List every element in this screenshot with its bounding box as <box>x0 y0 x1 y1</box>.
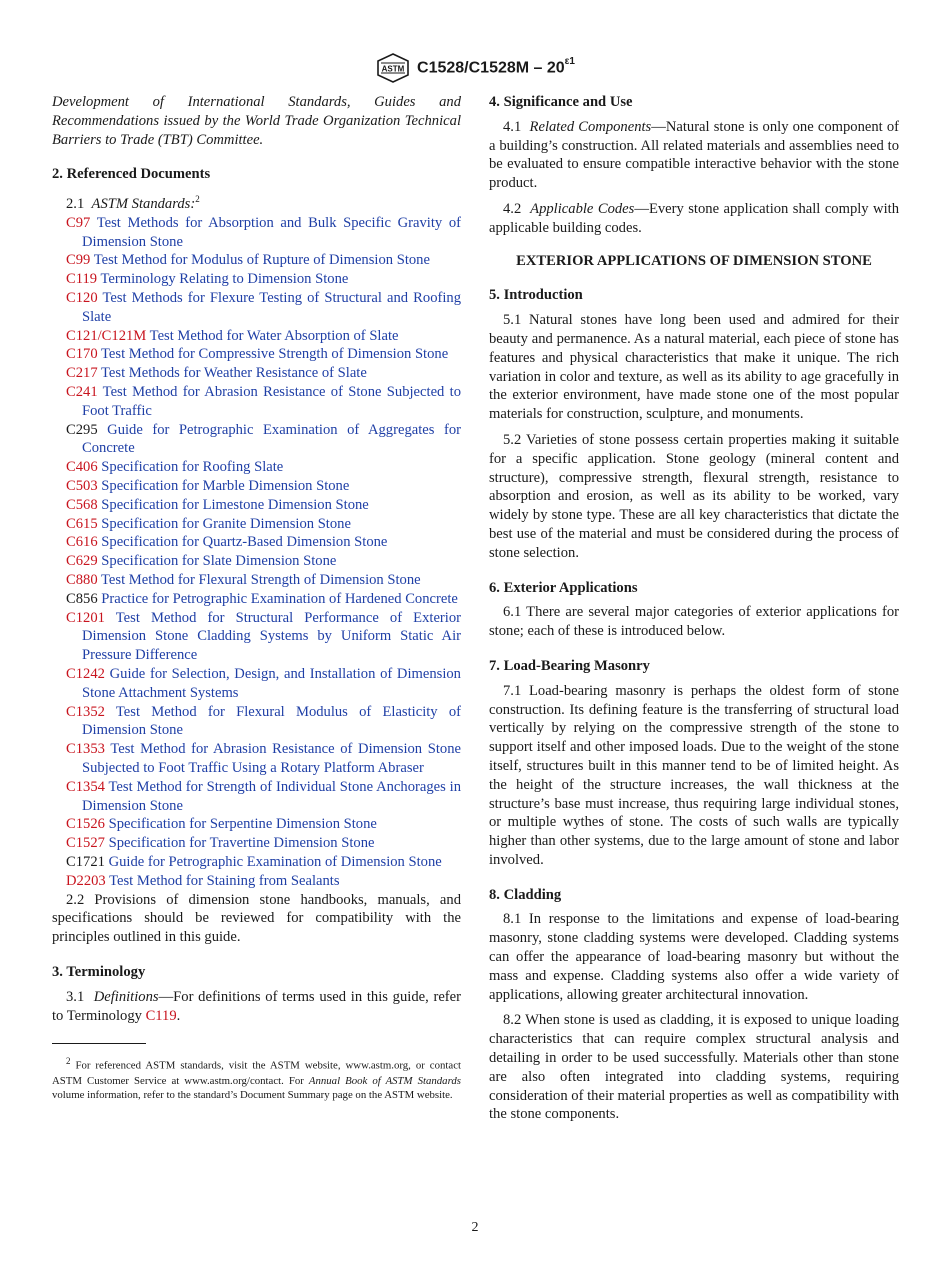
reference-item[interactable] <box>52 289 461 327</box>
reference-title[interactable]: Test Method for Flexural Strength of Dimension Stone <box>101 571 421 588</box>
page-number: 2 <box>471 1220 479 1235</box>
reference-title[interactable]: Specification for Quartz-Based Dimension Stone <box>101 534 388 551</box>
reference-title[interactable]: Terminology Relating to Dimension Stone <box>100 271 349 288</box>
reference-item[interactable] <box>52 270 461 289</box>
reference-title[interactable]: Specification for Granite Dimension Stone <box>101 515 351 532</box>
reference-item[interactable] <box>52 703 461 741</box>
paragraph-2-1: 2.1 ASTM Standards:$^2$ <box>66 194 200 213</box>
reference-item[interactable] <box>52 533 461 552</box>
intro-text: Development of International Standards, Guides and Recommendations issued by the World Trade Organization Technical Barriers to Trade (TBT) Committee. <box>52 94 461 148</box>
paragraph-8-1: 8.1 In response to the limitations and expense of load-bearing masonry, stone cladding systems were developed. Cladding systems can offer the appearance of load-bearing masonry but without the mass and expense. Cladding systems also offer a wide variety of applications, allowing greater architectural innovation. <box>489 911 899 1003</box>
reference-code[interactable]: C170 <box>66 346 98 363</box>
reference-item[interactable] <box>52 251 461 270</box>
section-4-heading: 4. Significance and Use <box>489 94 633 110</box>
reference-title[interactable]: Specification for Slate Dimension Stone <box>101 553 337 570</box>
reference-code[interactable]: C97 <box>66 214 91 231</box>
reference-code[interactable]: C1527 <box>66 835 105 852</box>
reference-code[interactable]: C241 <box>66 384 98 401</box>
svg-text:ASTM: ASTM <box>381 64 405 74</box>
reference-code[interactable]: C1526 <box>66 816 105 833</box>
reference-code[interactable]: C1352 <box>66 703 105 720</box>
reference-code[interactable]: C615 <box>66 515 98 532</box>
astm-logo-icon <box>375 52 411 84</box>
reference-code[interactable]: C217 <box>66 365 98 382</box>
reference-code[interactable]: C568 <box>66 496 98 513</box>
footnote-ref: 2 <box>195 194 200 205</box>
section-6-heading: 6. Exterior Applications <box>489 579 638 596</box>
reference-code[interactable]: C616 <box>66 534 98 551</box>
reference-title[interactable]: Guide for Petrographic Examination of Aggregates for Concrete <box>82 421 461 457</box>
paragraph-2-2: 2.2 Provisions of dimension stone handbooks, manuals, and specifications should be reviewed for compatibility with the principles outlined in this guide. <box>52 891 461 946</box>
reference-title[interactable]: Test Method for Modulus of Rupture of Dimension Stone <box>93 252 430 269</box>
reference-code: C856 <box>66 590 98 607</box>
reference-title[interactable]: Test Method for Abrasion Resistance of Dimension Stone Subjected to Foot Traffic Using a Rotary Platform Abraser <box>82 741 461 776</box>
reference-item[interactable] <box>52 590 461 609</box>
footnote-2: $^2$ For referenced ASTM standards, visit the ASTM website, www.astm.org, or contact ASTM Customer Service at www.astm.org/contact. For Annual Book of ASTM Standards volume information, refer to the standard’s Document Summary page on the ASTM website. <box>52 1056 461 1102</box>
section-3-heading: 3. Terminology <box>52 963 146 980</box>
reference-title[interactable]: Guide for Petrographic Examination of Dimension Stone <box>108 853 442 870</box>
paragraph-8-2: 8.2 When stone is used as cladding, it is exposed to unique loading characteristics that can require complex structural analysis and detailing in order to be used successfully. Materials other than stone are also often integrated into cladding systems, requiring consideration of their material properties as well as compatibility with the stone components. <box>489 1012 899 1123</box>
reference-title[interactable]: Test Method for Water Absorption of Slate <box>149 327 399 344</box>
reference-code: C1721 <box>66 853 105 870</box>
paragraph-4-1: 4.1 Related Components—Natural stone is only one component of a building’s construction. All related materials and assemblies need to be evaluated to ensure compatible interactive behavior with the stone product. <box>489 118 899 192</box>
section-2-heading: 2. Referenced Documents <box>52 166 211 183</box>
reference-item[interactable] <box>52 872 461 891</box>
reference-code: C295 <box>66 421 98 438</box>
c119-link[interactable]: C119 <box>145 1007 177 1024</box>
reference-title[interactable]: Specification for Marble Dimension Stone <box>101 478 350 494</box>
reference-item[interactable] <box>52 834 461 853</box>
paragraph-4-2: 4.2 Applicable Codes—Every stone application shall comply with applicable building codes. <box>489 200 900 236</box>
paragraph-3-1: 3.1 Definitions—For definitions of terms used in this guide, refer to Terminology C119. <box>52 988 462 1024</box>
reference-code[interactable]: C121/C121M <box>66 327 147 344</box>
reference-item[interactable] <box>52 740 461 778</box>
reference-title[interactable]: Test Method for Strength of Individual Stone Anchorages in Dimension Stone <box>82 778 462 814</box>
reference-item[interactable] <box>52 364 461 383</box>
reference-title[interactable]: Test Method for Flexural Modulus of Elasticity of Dimension Stone <box>82 703 461 739</box>
paragraph-5-2: 5.2 Varieties of stone possess certain properties making it suitable for a specific application. Stone geology (mineral content and structure), compressive strength, flexural strength, resistance to absorption and erosion, as well as its ability to be worked, vary widely by stone type. These are all key characteristics that dictate the best use of the material and must be considered during the process of stone selection. <box>489 431 899 561</box>
reference-title[interactable]: Test Method for Staining from Sealants <box>109 872 340 889</box>
reference-code[interactable]: C119 <box>66 271 98 288</box>
reference-item[interactable] <box>52 383 461 421</box>
reference-item[interactable] <box>52 421 461 459</box>
reference-title[interactable]: Test Method for Structural Performance of Exterior Dimension Stone Cladding Systems by Uniform Static Air Pressure Difference <box>82 609 461 664</box>
section-7-heading: 7. Load-Bearing Masonry <box>489 657 650 674</box>
reference-code[interactable]: C1242 <box>66 665 105 682</box>
reference-item[interactable] <box>52 665 461 703</box>
reference-title[interactable]: Test Methods for Flexure Testing of Structural and Roofing Slate <box>82 290 461 325</box>
reference-item[interactable] <box>52 552 461 571</box>
reference-code[interactable]: C503 <box>66 478 98 494</box>
reference-code[interactable]: C1201 <box>66 609 105 626</box>
reference-title[interactable]: Test Methods for Weather Resistance of Slate <box>101 365 367 382</box>
standard-designation: $C1528/C1528M - 20^{\varepsilon 1}$ <box>417 56 575 77</box>
paragraph-5-1: 5.1 Natural stones have long been used and admired for their beauty and permanence. As a natural material, each piece of stone has features and physical characteristics that make it unique. The rich variation in color and texture, as well as its ability to age gracefully in the exterior environment, have made stone one of the most popular materials for construction, sculpture, and monuments. <box>489 312 899 423</box>
reference-title[interactable]: Specification for Roofing Slate <box>101 459 284 476</box>
reference-title[interactable]: Test Methods for Absorption and Bulk Specific Gravity of Dimension Stone <box>82 214 461 250</box>
reference-title[interactable]: Specification for Serpentine Dimension Stone <box>108 816 377 833</box>
reference-item[interactable] <box>52 815 461 834</box>
reference-code[interactable]: C1353 <box>66 741 105 758</box>
reference-title[interactable]: Test Method for Abrasion Resistance of Stone Subjected to Foot Traffic <box>82 384 461 419</box>
section-5-heading: 5. Introduction <box>489 287 583 304</box>
reference-title[interactable]: Guide for Selection, Design, and Installation of Dimension Stone Attachment Systems <box>82 665 461 701</box>
section-8-heading: 8. Cladding <box>489 886 562 903</box>
reference-item[interactable] <box>52 853 461 872</box>
reference-title[interactable]: Practice for Petrographic Examination of Hardened Concrete <box>101 590 458 607</box>
reference-code[interactable]: C1354 <box>66 778 105 795</box>
reference-code[interactable]: D2203 <box>66 872 106 889</box>
exterior-applications-heading: EXTERIOR APPLICATIONS OF DIMENSION STONE <box>516 252 872 269</box>
reference-code[interactable]: C880 <box>66 571 98 588</box>
reference-code[interactable]: C99 <box>66 252 91 269</box>
referenced-documents-list <box>52 214 461 891</box>
reference-item[interactable] <box>52 214 461 252</box>
reference-item[interactable] <box>52 609 461 665</box>
reference-code[interactable]: C406 <box>66 459 98 476</box>
reference-title[interactable]: Specification for Limestone Dimension Stone <box>101 496 369 513</box>
reference-item[interactable] <box>52 496 461 515</box>
footnote-divider <box>52 1043 146 1044</box>
reference-title[interactable]: Test Method for Compressive Strength of Dimension Stone <box>101 346 449 363</box>
reference-item[interactable] <box>52 458 461 477</box>
reference-item[interactable] <box>52 571 461 590</box>
reference-item[interactable] <box>52 345 461 364</box>
reference-item[interactable] <box>52 515 461 534</box>
reference-code[interactable]: C120 <box>66 290 98 307</box>
left-column <box>52 93 461 1103</box>
reference-item[interactable] <box>52 327 461 346</box>
paragraph-7-1: 7.1 Load-bearing masonry is perhaps the oldest form of stone construction. Its defining feature is the transferring of structural load vertically by relying on the compressive strength of the stone to support itself and other imposed loads. Due to the weight of the stone itself, structures built in this manner tend to be of limited height. As the height of the structure increases, the wall thickness at the structure’s base must increase, thus requiring large individual stones, or multiple wythes of stone. The costs of such walls are typically higher than other systems, due to the large amount of stone and labor involved. <box>489 682 899 868</box>
right-column <box>489 93 899 1131</box>
reference-item[interactable] <box>52 477 461 496</box>
reference-title[interactable]: Specification for Travertine Dimension Stone <box>108 835 375 852</box>
paragraph-6-1: 6.1 There are several major categories of exterior applications for stone; each of these is introduced below. <box>489 604 899 640</box>
page-header <box>0 52 950 84</box>
reference-code[interactable]: C629 <box>66 553 98 570</box>
epsilon-mark: ε1 <box>564 56 575 68</box>
reference-item[interactable] <box>52 778 461 816</box>
